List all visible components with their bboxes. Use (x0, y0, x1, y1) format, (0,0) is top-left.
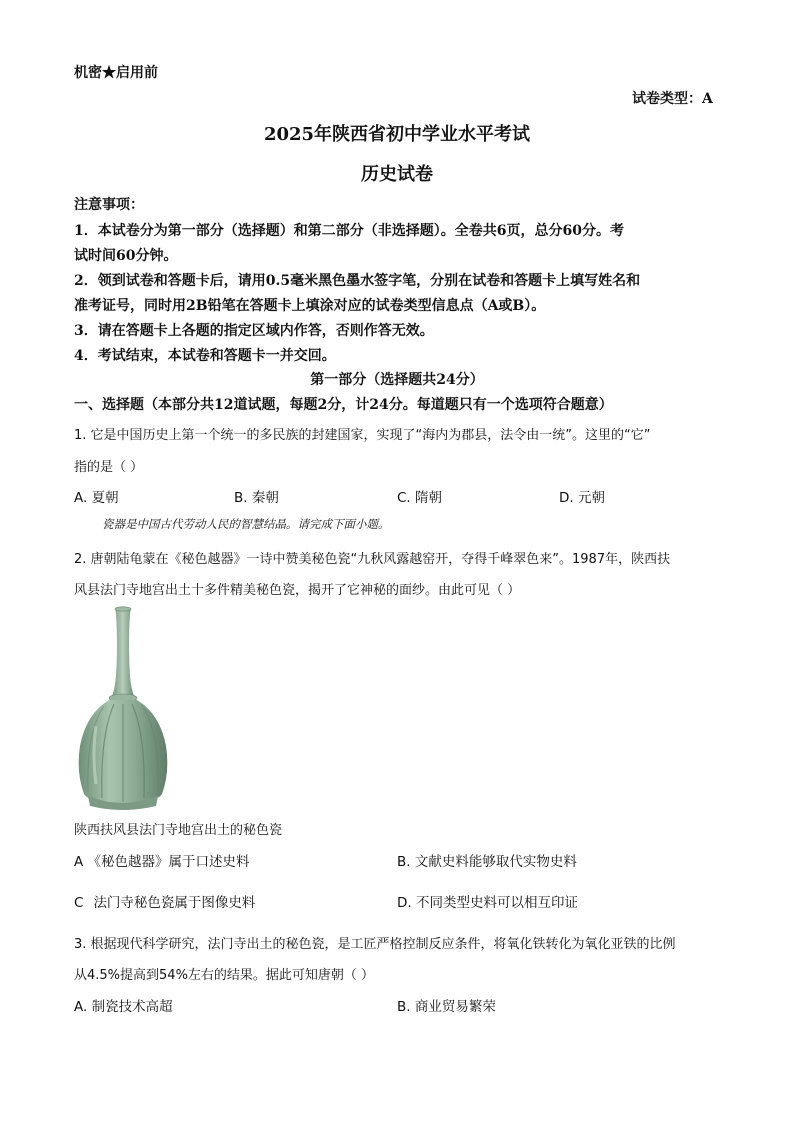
image-caption: 陕西扶风县法门寺地宫出土的秘色瓷 (74, 823, 283, 838)
q3-stem-line-2: 从4.5%提高到54%左右的结果。据此可知唐朝（ ） (74, 968, 375, 983)
q3-option-a[interactable]: A. 制瓷技术高超 (74, 999, 173, 1015)
q2-option-c[interactable] (74, 891, 255, 911)
q1-option-a[interactable]: A. 夏朝 (74, 490, 119, 506)
q2-option-a[interactable]: A 《秘色越器》属于口述史料 (74, 854, 250, 870)
vase-illustration (74, 606, 172, 812)
subject-title: 历史试卷 (361, 164, 433, 185)
q3-option-b[interactable]: B. 商业贸易繁荣 (397, 999, 496, 1015)
notice-item-2-line-1: 2．领到试卷和答题卡后，请用0.5毫米黑色墨水签字笔，分别在试卷和答题卡上填写姓名和 (74, 273, 641, 289)
q1-stem-line-2: 指的是（ ） (74, 460, 144, 475)
notice-item-1-line-2: 试时间60分钟。 (74, 248, 178, 264)
q1-option-c[interactable]: C. 隋朝 (397, 490, 443, 506)
q2-option-c-letter: C (74, 895, 84, 911)
q2-option-d[interactable]: D. 不同类型史料可以相互印证 (397, 895, 578, 911)
q1-option-d[interactable]: D. 元朝 (559, 490, 605, 506)
celadon-vase-image (74, 606, 172, 812)
q3-stem-line-1: 3. 根据现代科学研究，法门寺出土的秘色瓷，是工匠严格控制反应条件，将氧化铁转化为氧化亚铁的比例 (74, 937, 676, 952)
notice-item-1-line-1: 1．本试卷分为第一部分（选择题）和第二部分（非选择题）。全卷共6页，总分60分。考 (74, 223, 624, 239)
section-instruction: 一、选择题（本部分共12道试题，每题2分，计24分。每道题只有一个选项符合题意） (74, 397, 613, 413)
exam-title: 2025年陕西省初中学业水平考试 (263, 124, 531, 145)
notice-heading: 注意事项： (74, 197, 144, 213)
q2-option-b[interactable]: B. 文献史料能够取代实物史料 (397, 854, 577, 870)
notice-item-3: 3．请在答题卡上各题的指定区域内作答，否则作答无效。 (74, 323, 434, 339)
part1-heading: 第一部分（选择题共24分） (310, 372, 484, 388)
question-group-intro: 瓷器是中国古代劳动人民的智慧结晶。请完成下面小题。 (102, 517, 390, 531)
q2-stem-line-1: 2. 唐朝陆龟蒙在《秘色越器》一诗中赞美秘色瓷“九秋风露越窑开，夺得千峰翠色来”。1987年，陕西扶 (74, 552, 671, 567)
notice-item-2-line-2: 准考证号，同时用2B铅笔在答题卡上填涂对应的试卷类型信息点（A或B）。 (74, 298, 546, 314)
q2-stem-line-2: 风县法门寺地宫出土十多件精美秘色瓷，揭开了它神秘的面纱。由此可见（ ） (74, 583, 521, 598)
confidential-label: 机密★启用前 (74, 65, 158, 81)
q1-stem-line-1: 1. 它是中国历史上第一个统一的多民族的封建国家，实现了“海内为郡县，法令由一统”。这里的“它” (74, 428, 651, 443)
paper-type-label: 试卷类型：A (632, 91, 713, 107)
notice-item-4: 4．考试结束，本试卷和答题卡一并交回。 (74, 348, 336, 364)
q2-option-c-text: 法门寺秘色瓷属于图像史料 (93, 895, 256, 911)
q1-option-b[interactable]: B. 秦朝 (234, 490, 279, 506)
